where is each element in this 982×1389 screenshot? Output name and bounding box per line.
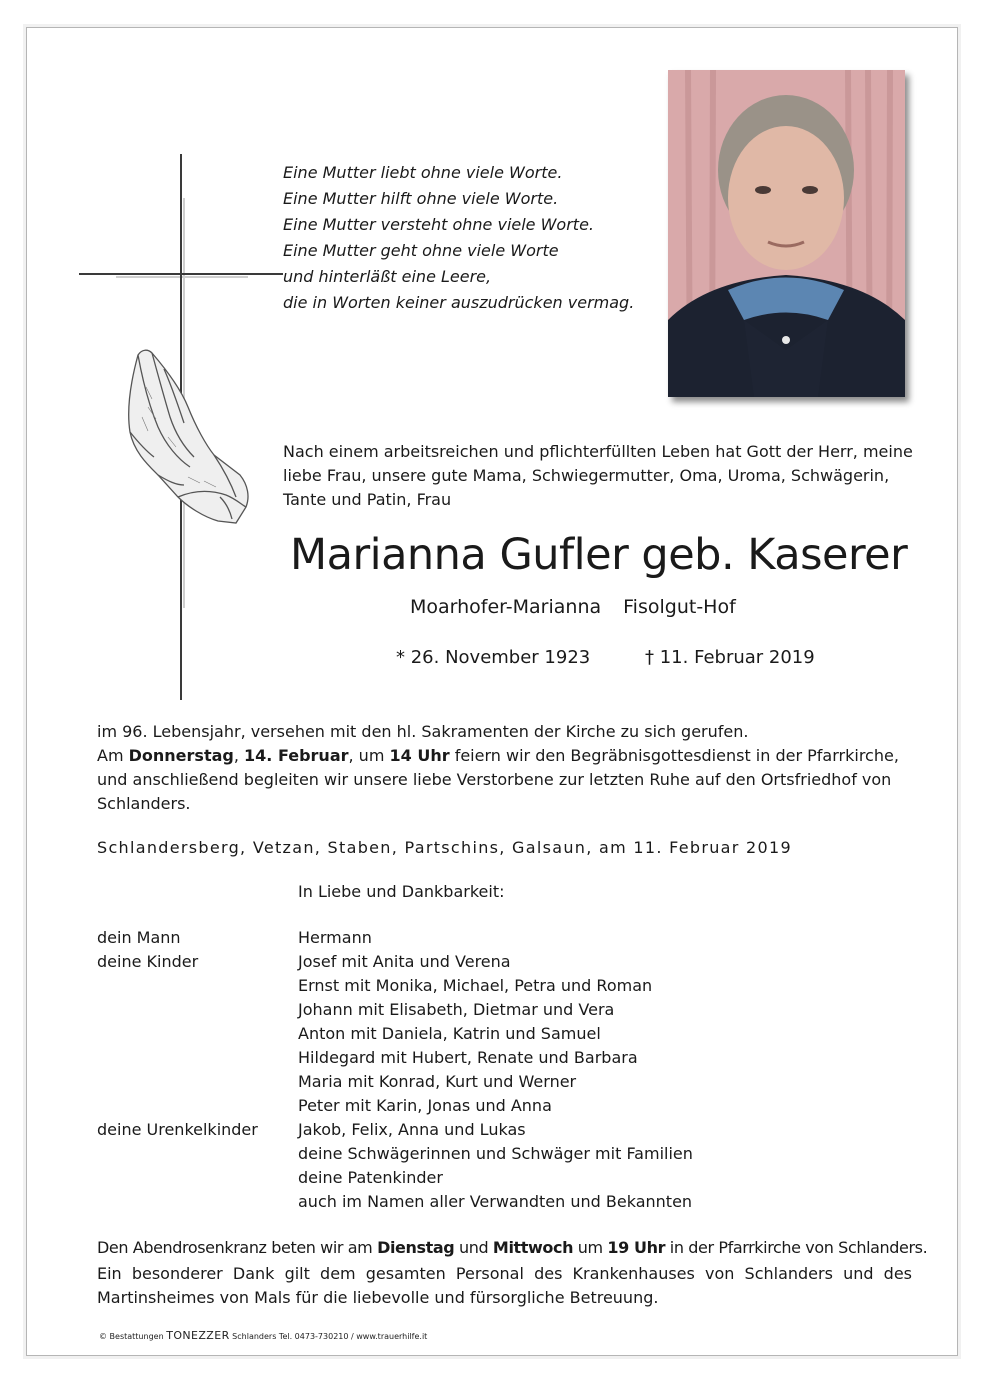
cross-horizontal-beam xyxy=(79,273,283,275)
family-member: Maria mit Konrad, Kurt und Werner xyxy=(298,1072,577,1091)
family-member: Peter mit Karin, Jonas und Anna xyxy=(298,1096,552,1115)
nicknames xyxy=(410,594,736,620)
family-member: Hermann xyxy=(298,928,372,947)
poem xyxy=(283,160,634,316)
role-label xyxy=(97,998,258,1022)
thanks-text: Ein besonderer Dank gilt dem gesamten Personal des Krankenhauses von Schlanders und des Martinsheimes von Mals für die liebevolle und fürsorgliche Betreuung. xyxy=(97,1264,912,1307)
birth-date: * 26. November 1923 xyxy=(396,647,591,668)
cross-shadow-horizontal xyxy=(116,276,248,278)
funeral-details xyxy=(97,744,912,816)
funeral-date: 14. Februar xyxy=(244,746,349,765)
rosary-day-1: Dienstag xyxy=(377,1238,455,1257)
family-member: Jakob, Felix, Anna und Lukas xyxy=(298,1120,526,1139)
footer xyxy=(99,1330,427,1343)
role-label: deine Kinder xyxy=(97,952,199,971)
family-list xyxy=(298,926,693,1214)
rosary-text: Den Abendrosenkranz beten wir am xyxy=(97,1238,373,1257)
role-label xyxy=(97,1094,258,1118)
poem-line: Eine Mutter geht ohne viele Worte xyxy=(283,241,559,260)
text-um: , um xyxy=(348,746,385,765)
family-member: deine Patenkinder xyxy=(298,1168,443,1187)
nickname-1: Moarhofer-Marianna xyxy=(410,596,602,618)
rosary-time: 19 Uhr xyxy=(607,1238,666,1257)
nickname-2: Fisolgut-Hof xyxy=(623,596,736,618)
funeral-time: 14 Uhr xyxy=(389,746,450,765)
role-label xyxy=(97,1022,258,1046)
family-member: deine Schwägerinnen und Schwäger mit Familien xyxy=(298,1144,693,1163)
rosary-day-2: Mittwoch xyxy=(492,1238,574,1257)
family-member: Johann mit Elisabeth, Dietmar und Vera xyxy=(298,1000,615,1019)
poem-line: Eine Mutter liebt ohne viele Worte. xyxy=(283,163,563,182)
role-label: deine Urenkelkinder xyxy=(97,1120,258,1139)
rosary-um: um xyxy=(577,1238,603,1257)
love-gratitude: In Liebe und Dankbarkeit: xyxy=(298,882,505,901)
role-label: dein Mann xyxy=(97,928,181,947)
family-member: Anton mit Daniela, Katrin und Samuel xyxy=(298,1024,601,1043)
poem-line: Eine Mutter versteht ohne viele Worte. xyxy=(283,215,594,234)
funeral-rest: feiern wir den Begräbnisgottesdienst in der Pfarrkirche, und anschließend begleiten wir unsere liebe Verstorbene zur letzten Ruhe auf den Ortsfriedhof von Schlanders. xyxy=(97,746,899,813)
funeral-day: Donnerstag xyxy=(128,746,234,765)
funeral-info xyxy=(97,720,912,816)
death-date: † 11. Februar 2019 xyxy=(645,647,815,668)
rosary-place: in der Pfarrkirche von Schlanders. xyxy=(669,1238,928,1257)
footer-copyright: © Bestattungen xyxy=(99,1332,164,1341)
poem-line: Eine Mutter hilft ohne viele Worte. xyxy=(283,189,559,208)
poem-line: die in Worten keiner auszudrücken vermag. xyxy=(283,293,635,312)
footer-brand: TONEZZER xyxy=(166,1329,230,1342)
family-member: auch im Namen aller Verwandten und Bekannten xyxy=(298,1192,693,1211)
deceased-name: Marianna Gufler geb. Kaserer xyxy=(290,530,908,580)
role-label xyxy=(97,974,258,998)
role-label xyxy=(97,1046,258,1070)
praying-hands-icon xyxy=(118,347,254,525)
family-member: Hildegard mit Hubert, Renate und Barbara xyxy=(298,1048,638,1067)
footer-contact: Schlanders Tel. 0473-730210 / www.trauerhilfe.it xyxy=(232,1332,428,1341)
rosary-info xyxy=(97,1236,928,1260)
text-comma: , xyxy=(233,746,239,765)
rosary-and: und xyxy=(458,1238,489,1257)
text-am: Am xyxy=(97,746,124,765)
age-line: im 96. Lebensjahr, versehen mit den hl. Sakramenten der Kirche zu sich gerufen. xyxy=(97,722,749,741)
poem-line: und hinterläßt eine Leere, xyxy=(283,267,492,286)
intro-text: Nach einem arbeitsreichen und pflichterfüllten Leben hat Gott der Herr, meine liebe Frau, unsere gute Mama, Schwiegermutter, Oma, Uroma, Schwägerin, Tante und Patin, Frau xyxy=(283,442,913,509)
role-label xyxy=(97,1070,258,1094)
portrait-photo xyxy=(668,70,905,397)
family-roles xyxy=(97,926,258,1142)
family-member: Ernst mit Monika, Michael, Petra und Roman xyxy=(298,976,653,995)
family-member: Josef mit Anita und Verena xyxy=(298,952,511,971)
place-date: Schlandersberg, Vetzan, Staben, Partschins, Galsaun, am 11. Februar 2019 xyxy=(97,838,792,857)
